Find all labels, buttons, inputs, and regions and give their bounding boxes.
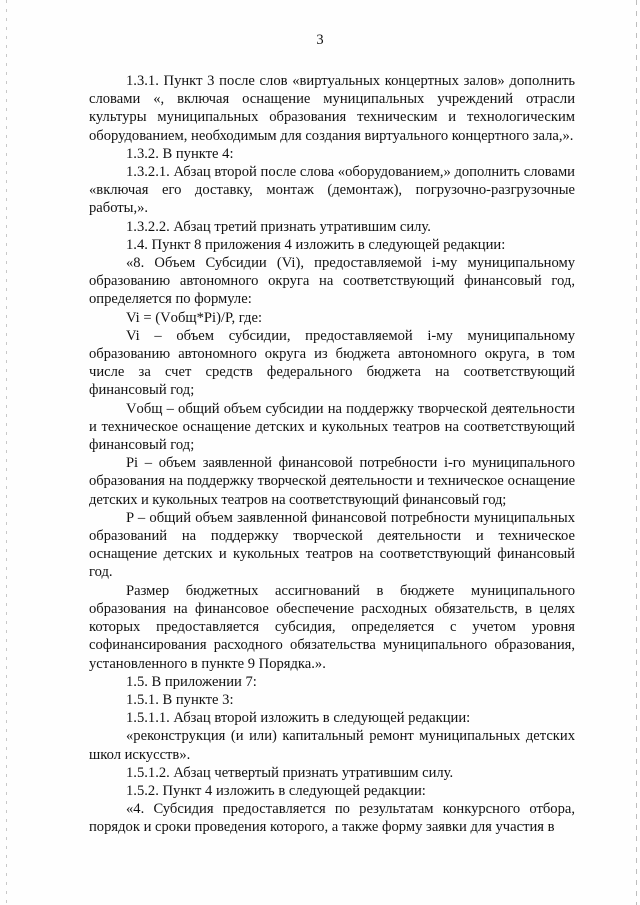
paragraph-1-5-1: 1.5.1. В пункте 3:: [126, 691, 234, 708]
paragraph-item-8: «8. Объем Субсидии (Vi), предоставляемой i-му муниципальному образованию автономного округа на соответствующий финансовый год, определяется по формуле:: [89, 255, 575, 308]
paragraph-budget-allocation: Размер бюджетных ассигнований в бюджете муниципального образования на финансовое обеспечение расходных обязательств, в целях которых предоставляется субсидия, определяется с учетом уровня софинансирования расходного обязательства муниципального образования, установленного в пункте 9 Порядка.».: [89, 582, 575, 672]
paragraph-1-3-2-2: 1.3.2.2. Абзац третий признать утратившим силу.: [126, 218, 431, 235]
paragraph-1-3-2: 1.3.2. В пункте 4:: [126, 145, 234, 162]
formula-line: Vi = (Vобщ*Pi)/P, где:: [126, 309, 262, 326]
paragraph-1-5-1-2: 1.5.1.2. Абзац четвертый признать утратившим силу.: [126, 764, 454, 781]
definition-vi: Vi – объем субсидии, предоставляемой i-му муниципальному образованию автономного округа из бюджета автономного округа, в том числе за счет средств федерального бюджета на соответствующий финансовый год;: [89, 327, 575, 399]
paragraph-1-4: 1.4. Пункт 8 приложения 4 изложить в следующей редакции:: [126, 236, 506, 253]
paragraph-1-3-2-1: 1.3.2.1. Абзац второй после слова «оборудованием,» дополнить словами «включая его доставку, монтаж (демонтаж), погрузочно-разгрузочные работы,».: [89, 164, 575, 217]
paragraph-item-4: «4. Субсидия предоставляется по результатам конкурсного отбора, порядок и сроки проведения которого, а также форму заявки для участия в: [89, 801, 575, 836]
definition-pi: Pi – объем заявленной финансовой потребности i-го муниципального образования на поддержку творческой деятельности и техническое оснащение детских и кукольных театров на соответствующий финансовый год;: [89, 455, 575, 508]
scan-edge-right: [636, 0, 637, 905]
page-number: 3: [316, 32, 324, 48]
paragraph-1-5: 1.5. В приложении 7:: [126, 673, 257, 690]
definition-p: P – общий объем заявленной финансовой потребности муниципальных образований на поддержку творческой деятельности и техническое оснащение детских и кукольных театров на соответствующий финансовый год.: [89, 509, 575, 581]
paragraph-1-5-1-1: 1.5.1.1. Абзац второй изложить в следующей редакции:: [126, 710, 471, 727]
paragraph-1-3-1: 1.3.1. Пункт 3 после слов «виртуальных концертных залов» дополнить словами «, включая оснащение муниципальных учреждений отрасли культуры муниципальных образования техническим и технологическим оборудованием, необходимым для создания виртуального концертного зала,».: [89, 73, 575, 144]
definition-vobshch: Vобщ – общий объем субсидии на поддержку творческой деятельности и техническое оснащение детских и кукольных театров на соответствующий финансовый год;: [89, 400, 575, 454]
paragraph-1-5-2: 1.5.2. Пункт 4 изложить в следующей редакции:: [126, 782, 426, 799]
scan-edge-left: [6, 0, 7, 905]
document-body: [89, 72, 575, 837]
paragraph-reconstruction: «реконструкция (и или) капитальный ремонт муниципальных детских школ искусств».: [89, 728, 575, 763]
